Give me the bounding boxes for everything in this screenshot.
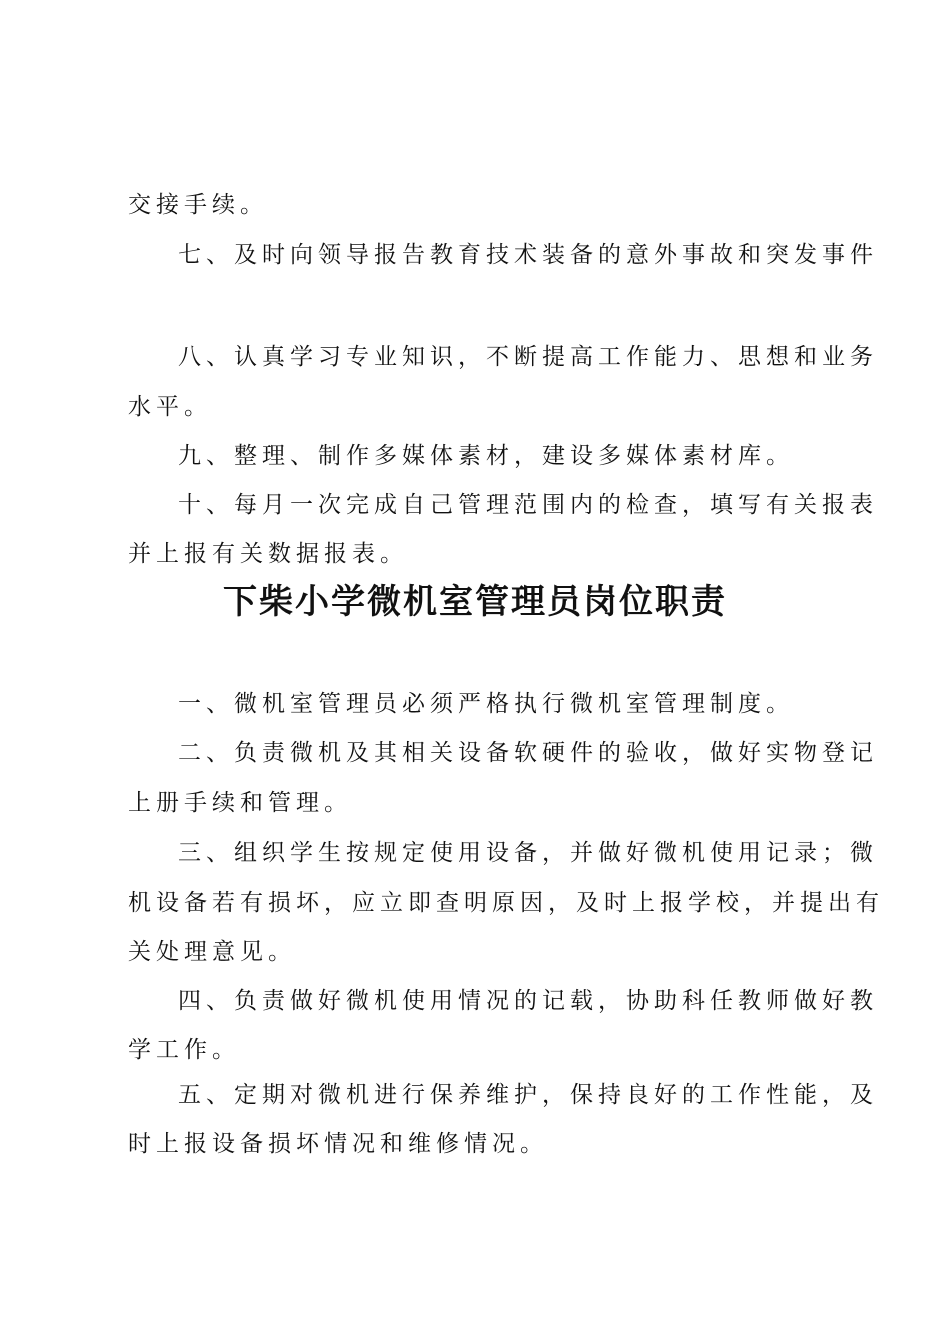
paragraph-line: 八、认真学习专业知识，不断提高工作能力、思想和业务 (178, 344, 878, 370)
paragraph-line: 一、微机室管理员必须严格执行微机室管理制度。 (178, 691, 794, 717)
paragraph-line: 三、组织学生按规定使用设备，并做好微机使用记录；微 (178, 840, 878, 866)
paragraph-line: 时上报设备损坏情况和维修情况。 (128, 1131, 548, 1157)
paragraph-line: 交接手续。 (128, 192, 268, 218)
paragraph-line: 水平。 (128, 394, 212, 420)
paragraph-line: 十、每月一次完成自己管理范围内的检查，填写有关报表 (178, 492, 878, 518)
paragraph-line: 四、负责做好微机使用情况的记载，协助科任教师做好教 (178, 988, 878, 1014)
paragraph-line: 学工作。 (128, 1037, 240, 1063)
paragraph-line: 关处理意见。 (128, 939, 296, 965)
paragraph-line: 二、负责微机及其相关设备软硬件的验收，做好实物登记 (178, 740, 878, 766)
paragraph-line: 五、定期对微机进行保养维护，保持良好的工作性能，及 (178, 1082, 878, 1108)
section-title: 下柴小学微机室管理员岗位职责 (223, 582, 727, 622)
paragraph-line: 并上报有关数据报表。 (128, 541, 408, 567)
paragraph-line: 九、整理、制作多媒体素材，建设多媒体素材库。 (178, 443, 794, 469)
paragraph-line: 上册手续和管理。 (128, 790, 352, 816)
paragraph-line: 机设备若有损坏，应立即查明原因，及时上报学校，并提出有 (128, 890, 884, 916)
paragraph-line: 七、及时向领导报告教育技术装备的意外事故和突发事件 (178, 242, 878, 268)
